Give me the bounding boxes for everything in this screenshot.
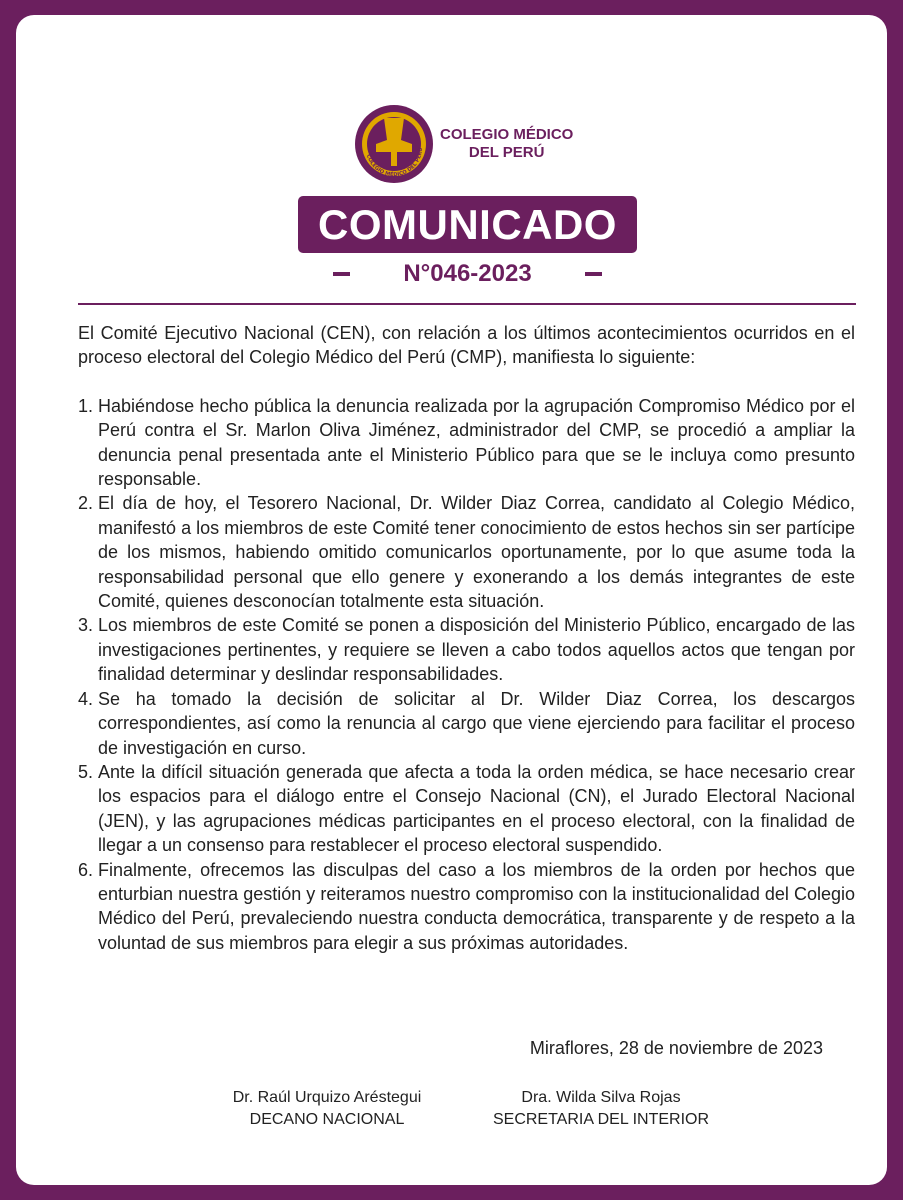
place-and-date: Miraflores, 28 de noviembre de 2023 — [529, 1038, 823, 1058]
list-item-text: Se ha tomado la decisión de solicitar al Dr. Wilder Diaz Correa, los descargos correspondientes, así como la renuncia al cargo que viene ejerciendo para facilitar el proceso de investigación en curso. — [98, 688, 855, 758]
list-item — [78, 613, 855, 686]
list-item-number: 4. — [78, 688, 94, 709]
list-item-text: Los miembros de este Comité se ponen a disposición del Ministerio Público, encargado de las investigaciones pertinentes, y requiere se lleven a cabo todos aquellos actos que tengan por finalidad determinar y deslindar responsabilidades. — [98, 615, 855, 685]
org-name — [440, 126, 573, 162]
list-item-text: Habiéndose hecho pública la denuncia realizada por la agrupación Compromiso Médico por el Perú contra el Sr. Marlon Oliva Jiménez, administrador del CMP, se procedió a ampliar la denuncia penal presentada ante el Ministerio Público para que se le incluya como presunto responsable. — [98, 395, 855, 490]
org-logo — [354, 104, 573, 184]
document-title: COMUNICADO — [298, 196, 637, 253]
intro-paragraph: El Comité Ejecutivo Nacional (CEN), con relación a los últimos acontecimientos ocurridos en el proceso electoral del Colegio Médico del Perú (CMP), manifiesta lo siguiente: — [78, 323, 855, 368]
list-item-number: 6. — [78, 859, 94, 880]
list-item — [78, 760, 855, 858]
document-number: N°046-2023 — [403, 260, 532, 287]
list-item-number: 5. — [78, 761, 94, 782]
signatory-name: Dr. Raúl Urquizo Aréstegui — [232, 1089, 422, 1106]
signatory-secretary — [481, 1087, 721, 1131]
communique-card — [16, 15, 887, 1185]
list-item-text: Finalmente, ofrecemos las disculpas del caso a los miembros de la orden por hechos que enturbian nuestra gestión y reiteramos nuestro compromiso con la institucionalidad del Colegio Médico del Perú, prevaleciendo nuestra conducta democrática, transparente y de respeto a la voluntad de sus miembros para elegir a sus próximas autoridades. — [98, 859, 855, 953]
org-name-line1: COLEGIO MÉDICO — [440, 126, 574, 143]
decorative-dash — [585, 272, 602, 276]
list-item-text: Ante la difícil situación generada que afecta a toda la orden médica, se hace necesario crear los espacios para el diálogo entre el Consejo Nacional (CN), el Jurado Electoral Nacional (JEN), y las agrupaciones médicas participantes en el proceso electoral, con la finalidad de llegar a un consenso para restablecer el proceso electoral suspendido. — [98, 761, 855, 856]
seal-icon — [354, 104, 434, 184]
list-item-number: 3. — [78, 615, 94, 636]
list-item — [78, 687, 855, 760]
list-item-text: El día de hoy, el Tesorero Nacional, Dr. Wilder Diaz Correa, candidato al Colegio Médico, manifestó a los miembros de este Comité tener conocimiento de estos hechos sin ser partícipe de los mismos, habiendo omitido comunicarlos oportunamente, por lo que asume toda la responsabilidad personal que ello genere y exonerando a los demás integrantes de este Comité, quienes desconocían totalmente esta situación. — [98, 493, 855, 612]
signatory-title: DECANO NACIONAL — [249, 1111, 405, 1128]
document-number-row — [333, 259, 602, 289]
list-item — [78, 858, 855, 956]
list-item — [78, 394, 855, 492]
list-item — [78, 491, 855, 613]
seal-lettering: COLEGIO MÉDICO DEL PERÚ — [364, 147, 425, 179]
list-item-number: 1. — [78, 395, 94, 416]
org-name-line2: DEL PERÚ — [468, 144, 545, 161]
list-item-number: 2. — [78, 493, 94, 514]
signatory-name: Dra. Wilda Silva Rojas — [521, 1089, 681, 1106]
header-divider — [78, 303, 856, 305]
numbered-list — [78, 394, 855, 955]
signatory-dean — [211, 1087, 443, 1131]
document-body — [78, 321, 855, 955]
signatory-title: SECRETARIA DEL INTERIOR — [492, 1111, 710, 1128]
